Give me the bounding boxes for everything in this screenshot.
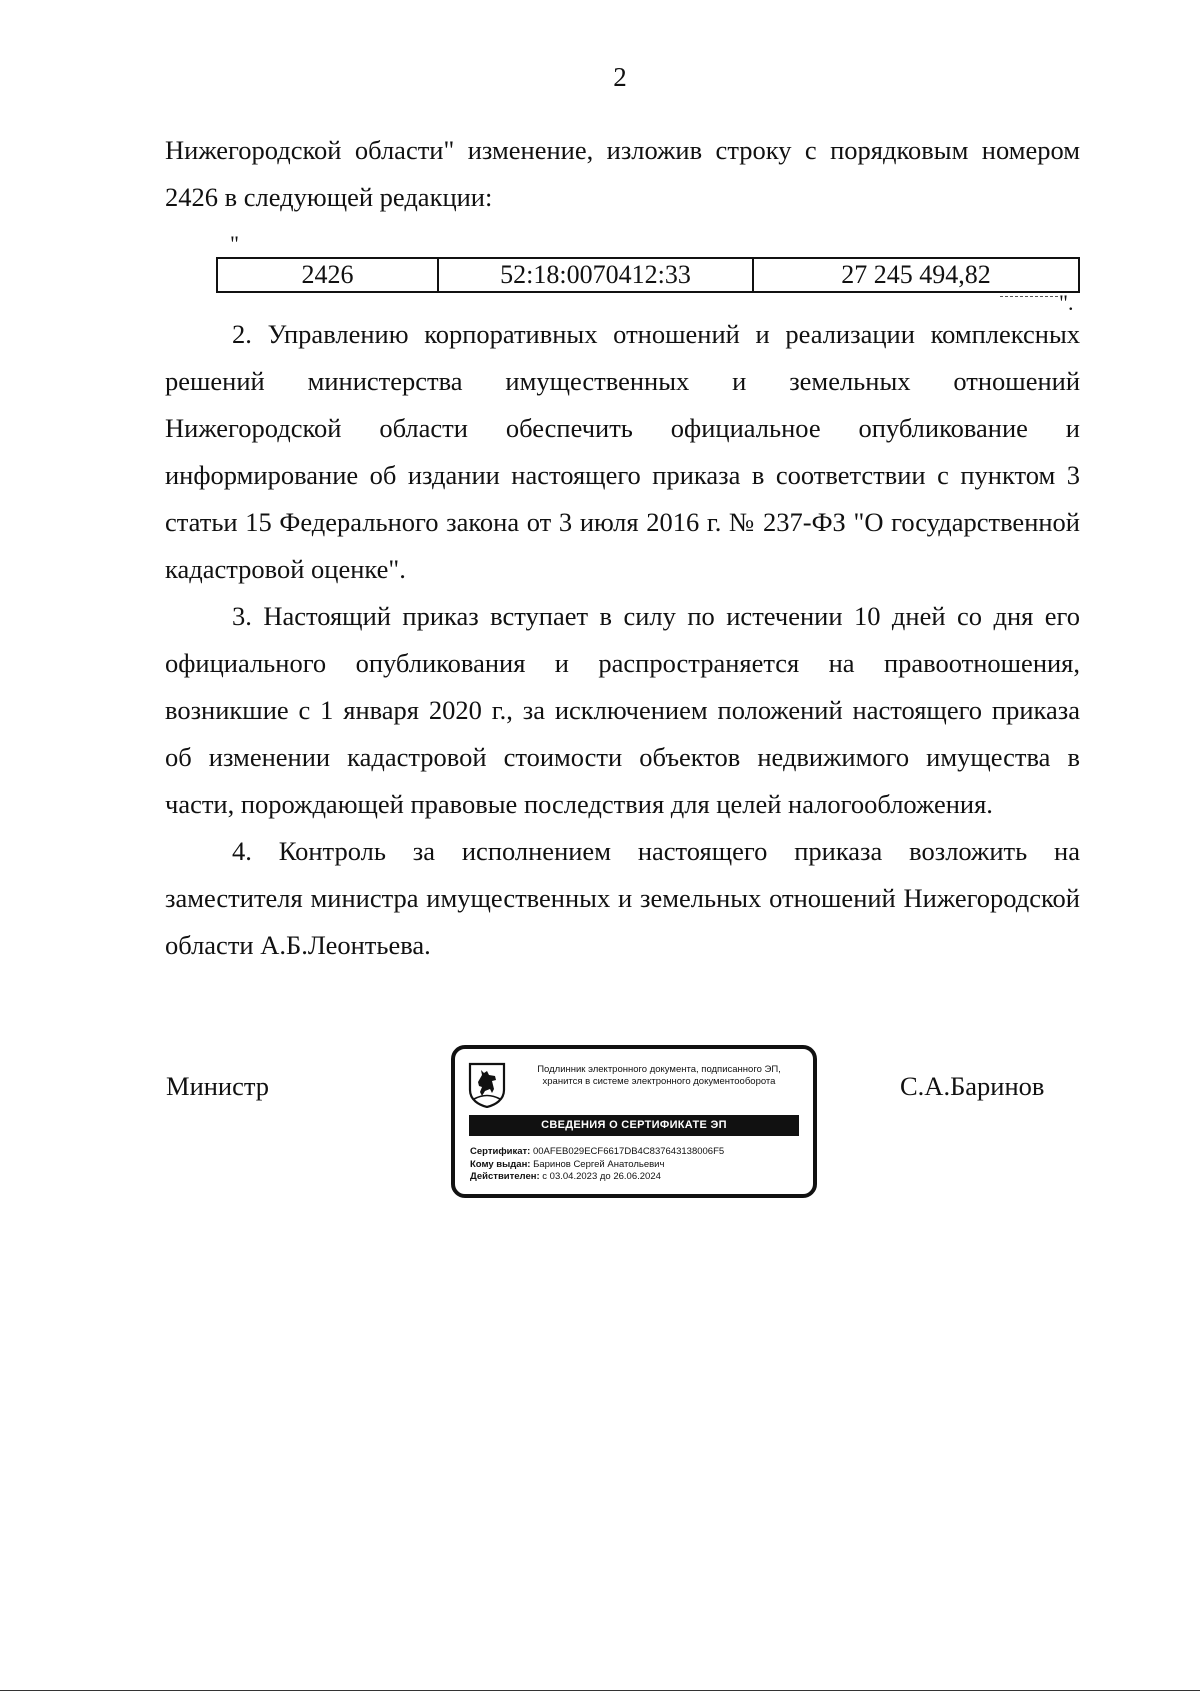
paragraph-2-text: 2. Управлению корпоративных отношений и реализации комплексных решений министерства имущественных и земельных отношений Нижегородской области обеспечить официальное опубликование и информирование об издании настоящего приказа в соответствии с пунктом 3 статьи 15 Федерального закона от 3 июля 2016 г. № 237-ФЗ "О государственной кадастровой оценке". — [165, 319, 1080, 584]
certificate-row — [470, 1146, 810, 1159]
valid-row — [470, 1171, 810, 1184]
certificate-label: Сертификат: — [470, 1146, 531, 1157]
paragraph-3-text: 3. Настоящий приказ вступает в силу по истечении 10 дней со дня его официального опубликования и распространяется на правоотношения, возникшие с 1 января 2020 г., за исключением положений настоящего приказа об изменении кадастровой стоимости объектов недвижимого имущества в части, порождающей правовые последствия для целей налогообложения. — [165, 601, 1080, 819]
stamp-details — [470, 1146, 810, 1184]
issued-to-label: Кому выдан: — [470, 1158, 531, 1170]
coat-of-arms-icon — [468, 1062, 506, 1108]
paragraph-4-text: 4. Контроль за исполнением настоящего приказа возложить на заместителя министра имущественных и земельных отношений Нижегородской области А.Б.Леонтьева. — [165, 836, 1080, 960]
electronic-signature-stamp — [451, 1045, 817, 1198]
stamp-header — [509, 1064, 809, 1088]
paragraph-3 — [165, 593, 1080, 828]
amendment-table-row — [216, 257, 1080, 293]
signature-name: С.А.Баринов — [900, 1071, 1045, 1101]
certificate-value: 00AFEB029ECF6617DB4C837643138006F5 — [532, 1146, 725, 1157]
opening-quote: " — [230, 231, 239, 256]
stamp-title: СВЕДЕНИЯ О СЕРТИФИКАТЕ ЭП — [469, 1115, 799, 1136]
bottom-rule — [0, 1690, 1200, 1691]
signature-position: Министр — [166, 1071, 270, 1101]
intro-paragraph — [165, 127, 1080, 221]
issued-to-row — [470, 1159, 810, 1172]
paragraph-2 — [165, 311, 1080, 593]
issued-to-value: Баринов Сергей Анатольевич — [533, 1158, 665, 1170]
row-number-cell: 2426 — [301, 260, 354, 289]
page-number: 2 — [613, 62, 627, 92]
valid-value: с 03.04.2023 до 26.06.2024 — [542, 1171, 661, 1182]
closing-quote: ". — [1059, 290, 1074, 315]
cadastral-value-cell: 27 245 494,82 — [752, 259, 1078, 291]
cadastral-number-cell: 52:18:0070412:33 — [437, 259, 752, 291]
valid-label: Действителен: — [470, 1171, 540, 1182]
intro-text: Нижегородской области" изменение, изложив строку с порядковым номером 2426 в следующей редакции: — [165, 135, 1080, 212]
table-dash-line — [1000, 296, 1058, 297]
paragraph-4 — [165, 828, 1080, 969]
stamp-header-line-1: Подлинник электронного документа, подписанного ЭП, — [537, 1064, 781, 1075]
stamp-header-line-2: хранится в системе электронного документооборота — [542, 1076, 776, 1087]
